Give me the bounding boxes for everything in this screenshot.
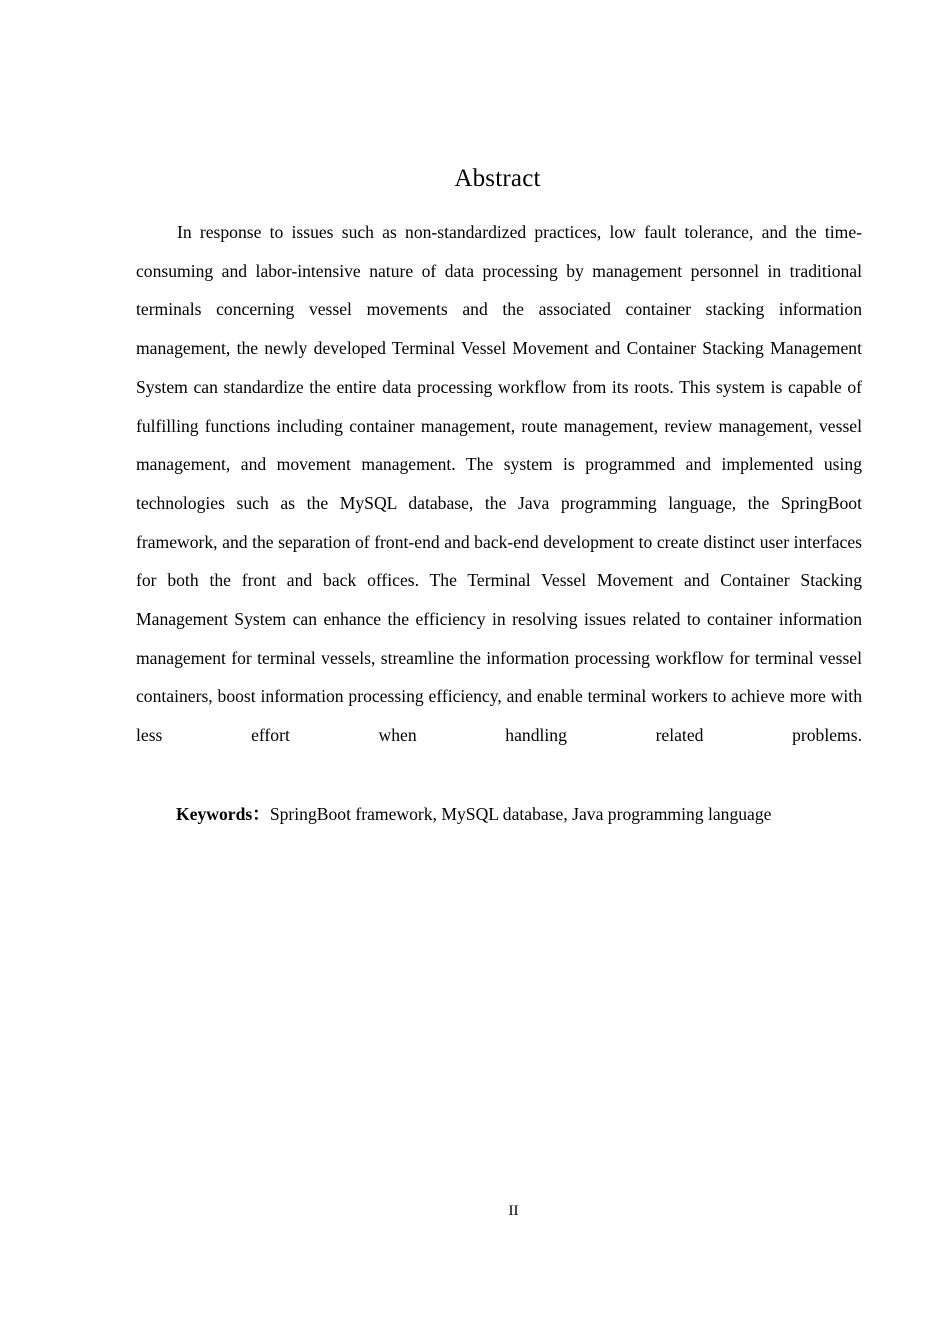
keywords-line — [136, 799, 862, 829]
keywords-separator: ： — [252, 804, 270, 824]
keywords-value: SpringBoot framework, MySQL database, Java programming language — [269, 804, 772, 824]
abstract-paragraph: In response to issues such as non-standardized practices, low fault tolerance, and the time-consuming and labor-intensive nature of data processing by management personnel in traditional terminals concerning vessel movements and the associated container stacking information management, the newly developed Terminal Vessel Movement and Container Stacking Management System can standardize the entire data processing workflow from its roots. This system is capable of fulfilling functions including container management, route management, review management, vessel management, and movement management. The system is programmed and implemented using technologies such as the MySQL database, the Java programming language, the SpringBoot framework, and the separation of front-end and back-end development to create distinct user interfaces for both the front and back offices. The Terminal Vessel Movement and Container Stacking Management System can enhance the efficiency in resolving issues related to container information management for terminal vessels, streamline the information processing workflow for terminal vessel containers, boost information processing efficiency, and enable terminal workers to achieve more with less effort when handling related problems. — [136, 222, 862, 746]
abstract-body — [136, 213, 862, 794]
keywords-label: Keywords — [176, 804, 253, 824]
page-number: II — [508, 1203, 519, 1219]
page-title: Abstract — [454, 164, 541, 192]
